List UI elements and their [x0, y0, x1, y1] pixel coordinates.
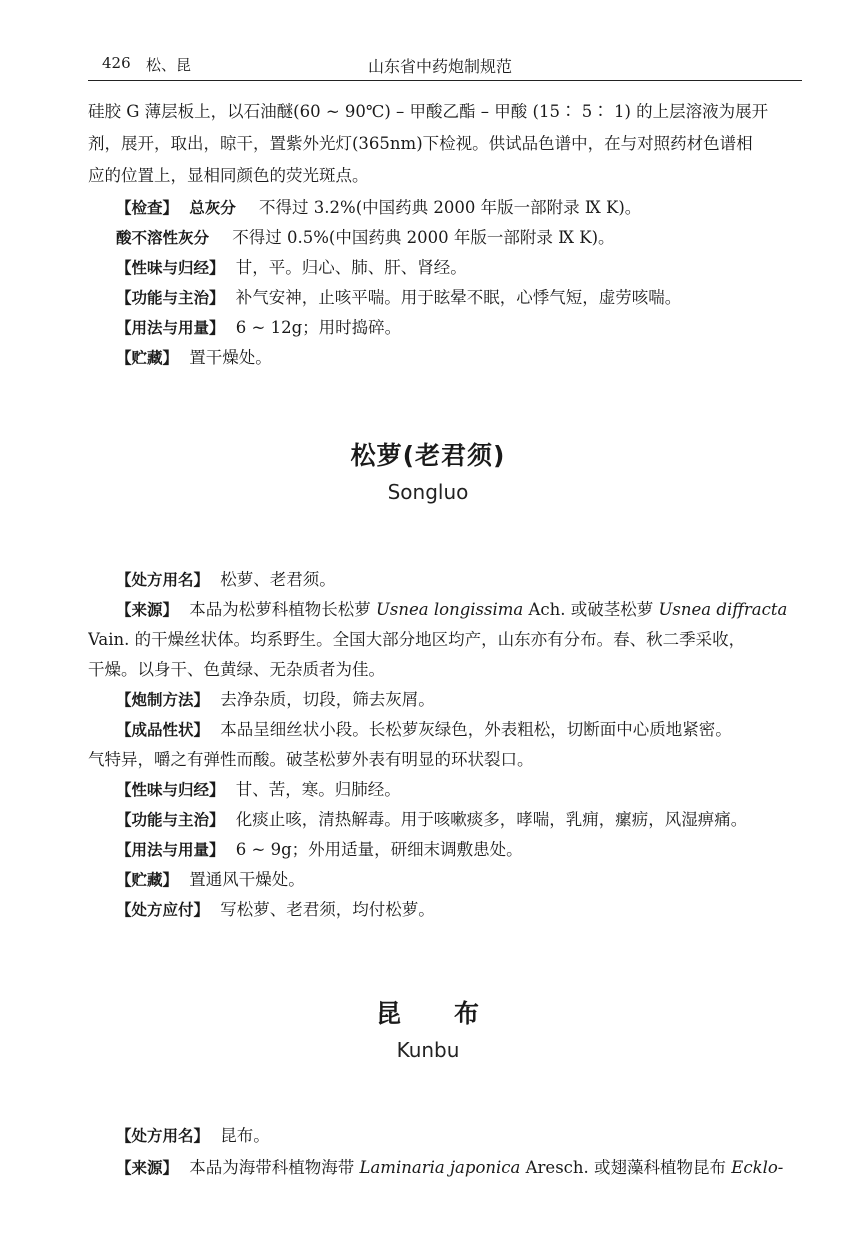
section-label: 松、昆 — [146, 56, 192, 74]
songluo-traits-line-2: 气特异，嚼之有弹性而酸。破茎松萝外表有明显的环状裂口。 — [88, 750, 534, 769]
book-title: 山东省中药炮制规范 — [368, 57, 513, 76]
source-label: 【来源】 — [116, 601, 179, 619]
source-text-b: Aresch. 或翅藻科植物昆布 — [525, 1158, 727, 1177]
prev-nature-row — [116, 254, 804, 282]
function-text: 化痰止咳，清热解毒。用于咳嗽痰多，哮喘，乳痈，瘰疬，风湿痹痛。 — [235, 810, 748, 829]
nature-text: 甘、苦，寒。归肺经。 — [235, 780, 401, 799]
prev-check-row-2 — [116, 224, 804, 252]
songluo-pinyin: Songluo — [387, 480, 469, 504]
nature-text: 甘，平。归心、肺、肝、肾经。 — [235, 258, 467, 277]
prev-check-row-1 — [116, 194, 804, 222]
traits-text: 本品呈细丝状小段。长松萝灰绿色，外表粗松，切断面中心质地紧密。 — [220, 720, 732, 739]
songluo-function-row — [116, 806, 804, 834]
songluo-title: 松萝(老君须) — [350, 441, 506, 470]
kunbu-rx-name-row — [116, 1122, 804, 1150]
dispense-text: 写松萝、老君须，均付松萝。 — [220, 900, 435, 919]
usage-label: 【用法与用量】 — [116, 319, 225, 337]
songluo-traits-row — [116, 716, 804, 744]
songluo-usage-row — [116, 836, 804, 864]
prev-entry-continuation-line-1: 硅胶 G 薄层板上，以石油醚(60 ~ 90℃) – 甲酸乙酯 – 甲酸 (15∶ 5∶ 1) 的上层溶液为展开 — [88, 102, 769, 121]
nature-label: 【性味与归经】 — [116, 781, 225, 799]
source-text-a: 本品为海带科植物海带 — [189, 1158, 355, 1177]
usage-label: 【用法与用量】 — [116, 841, 225, 859]
method-label: 【炮制方法】 — [116, 691, 210, 709]
traits-label: 【成品性状】 — [116, 721, 210, 739]
function-text: 补气安神，止咳平喘。用于眩晕不眠，心悸气短，虚劳咳喘。 — [235, 288, 682, 307]
nature-label: 【性味与归经】 — [116, 259, 225, 277]
source-latin-1: Usnea longissima — [376, 600, 524, 619]
total-ash-label: 总灰分 — [189, 199, 236, 217]
acid-insoluble-ash-text: 不得过 0.5%(中国药典 2000 年版一部附录 Ⅸ K)。 — [232, 228, 615, 247]
rx-name-label: 【处方用名】 — [116, 571, 210, 589]
acid-insoluble-ash-label: 酸不溶性灰分 — [116, 229, 210, 247]
page-number: 426 — [102, 54, 131, 72]
songluo-storage-row — [116, 866, 804, 894]
dispense-label: 【处方应付】 — [116, 901, 210, 919]
source-text-b: Ach. 或破茎松萝 — [528, 600, 654, 619]
songluo-dispense-row — [116, 896, 804, 924]
songluo-source-line-3: 干燥。以身干、色黄绿、无杂质者为佳。 — [88, 660, 385, 679]
kunbu-source-row — [116, 1154, 804, 1182]
rx-name-label: 【处方用名】 — [116, 1127, 210, 1145]
prev-function-row — [116, 284, 804, 312]
source-latin-2: Ecklo- — [731, 1158, 784, 1177]
songluo-source-row — [116, 596, 804, 624]
check-label: 【检查】 — [116, 199, 179, 217]
prev-usage-row — [116, 314, 804, 342]
prev-storage-row — [116, 344, 804, 372]
songluo-rx-name-row — [116, 566, 804, 594]
method-text: 去净杂质，切段，筛去灰屑。 — [220, 690, 435, 709]
usage-text: 6 ~ 9g；外用适量，研细末调敷患处。 — [235, 840, 523, 859]
storage-text: 置通风干燥处。 — [189, 870, 305, 889]
prev-entry-continuation-line-3: 应的位置上，显相同颜色的荧光斑点。 — [88, 166, 369, 185]
kunbu-pinyin: Kunbu — [396, 1038, 460, 1062]
storage-text: 置干燥处。 — [189, 348, 272, 367]
source-text-a: 本品为松萝科植物长松萝 — [189, 600, 371, 619]
storage-label: 【贮藏】 — [116, 871, 179, 889]
usage-text: 6 ~ 12g；用时捣碎。 — [235, 318, 402, 337]
prev-entry-continuation-line-2: 剂，展开，取出，晾干，置紫外光灯(365nm)下检视。供试品色谱中，在与对照药材色谱相 — [88, 134, 753, 153]
songluo-nature-row — [116, 776, 804, 804]
source-latin-2: Usnea diffracta — [658, 600, 788, 619]
source-latin-1: Laminaria japonica — [359, 1158, 521, 1177]
source-label: 【来源】 — [116, 1159, 179, 1177]
function-label: 【功能与主治】 — [116, 811, 225, 829]
function-label: 【功能与主治】 — [116, 289, 225, 307]
rx-name-text: 昆布。 — [220, 1126, 270, 1145]
songluo-source-line-2: Vain. 的干燥丝状体。均系野生。全国大部分地区均产，山东亦有分布。春、秋二季采收， — [88, 630, 746, 649]
rx-name-text: 松萝、老君须。 — [220, 570, 336, 589]
songluo-method-row — [116, 686, 804, 714]
storage-label: 【贮藏】 — [116, 349, 179, 367]
kunbu-title: 昆 布 — [375, 999, 480, 1028]
running-header — [88, 50, 802, 81]
total-ash-text: 不得过 3.2%(中国药典 2000 年版一部附录 Ⅸ K)。 — [259, 198, 642, 217]
